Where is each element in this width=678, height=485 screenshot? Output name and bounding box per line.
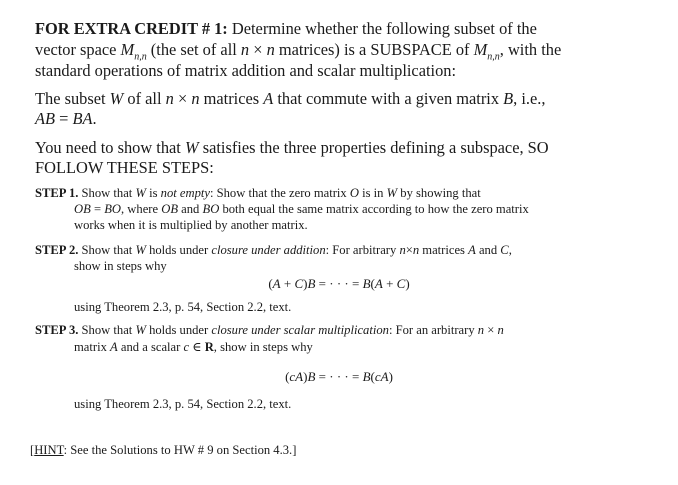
step-2-equation: (A + C)B = · · · = B(A + C) [268, 276, 410, 291]
step-2-label: STEP 2. [35, 243, 79, 257]
heading-line-2: vector space $M_{n,n}$ (the set of all n × n matrices) is a SUBSPACE of $M_{n,n}$, with the [35, 40, 562, 63]
step-3-after: using Theorem 2.3, p. 54, Section 2.2, text. [74, 397, 292, 411]
step-3-line-2: matrix A and a scalar c ∈ R, show in steps why [74, 340, 313, 354]
step-1-line-3: works when it is multiplied by another matrix. [74, 218, 308, 232]
step-2-after: using Theorem 2.3, p. 54, Section 2.2, text. [74, 300, 292, 314]
step-3-line-1: STEP 3. Show that W holds under closure under scalar multiplication: For an arbitrary n × n [35, 323, 504, 337]
heading-line-1 [35, 19, 537, 39]
subset-line-2: AB = BA. [35, 109, 97, 128]
step-3-equation: (cA)B = · · · = B(cA) [285, 369, 393, 384]
step-2-line-1: STEP 2. Show that W holds under closure under addition: For arbitrary n×n matrices A and C, [35, 243, 512, 257]
instructions-line-2: FOLLOW THESE STEPS: [35, 158, 214, 177]
hint-line [30, 443, 296, 458]
subset-line-1: The subset W of all n × n matrices A that commute with a given matrix B, i.e., [35, 89, 546, 108]
heading-text-1: Determine whether the following subset of the [231, 19, 537, 38]
hint-label: HINT [34, 443, 64, 457]
hint-text: : See the Solutions to HW # 9 on Section 4.3. [63, 443, 293, 457]
instructions-line-1: You need to show that W satisfies the three properties defining a subspace, SO [35, 138, 549, 157]
step-1-line-2: OB = BO, where OB and BO both equal the same matrix according to how the zero matrix [74, 202, 529, 216]
step-3-label: STEP 3. [35, 323, 79, 337]
step-1-line-1: STEP 1. Show that W is not empty: Show that the zero matrix O is in W by showing that [35, 186, 481, 200]
heading-line-3: standard operations of matrix addition and scalar multiplication: [35, 61, 457, 80]
step-2-line-2: show in steps why [74, 259, 167, 273]
hint-open-bracket: [ [30, 443, 35, 457]
hint-close-bracket: ] [292, 443, 297, 457]
extra-credit-label: FOR EXTRA CREDIT # 1: [35, 19, 228, 38]
step-1-label: STEP 1. [35, 186, 79, 200]
